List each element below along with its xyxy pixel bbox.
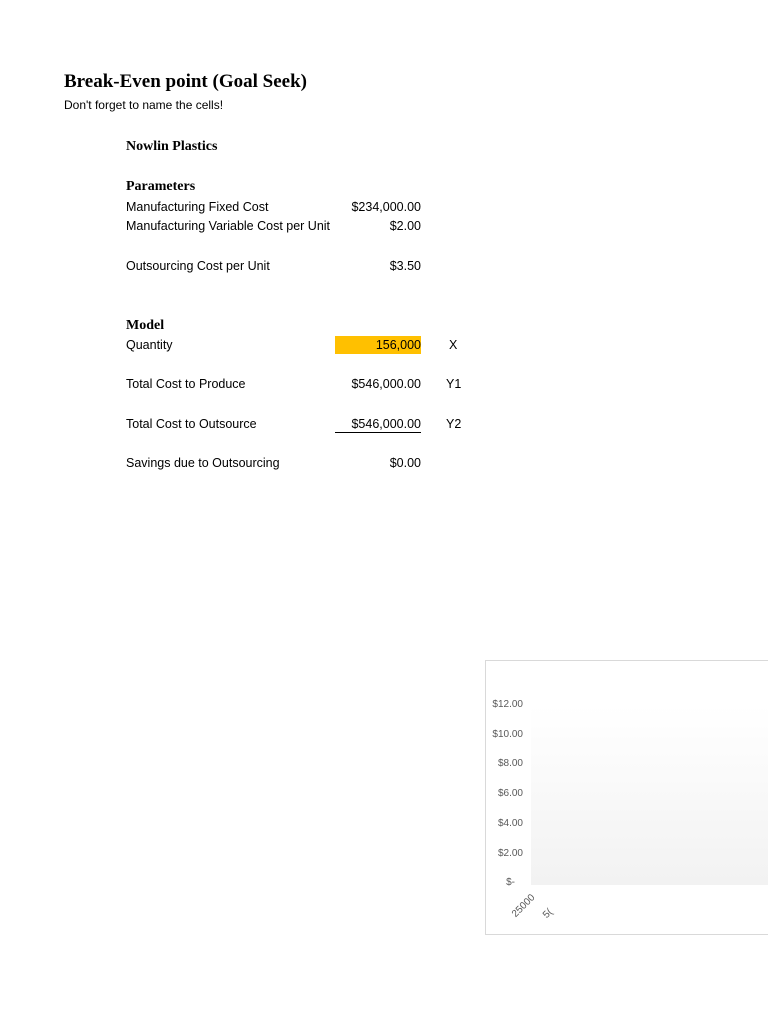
total-cost-produce-var-label: Y1 <box>446 377 462 391</box>
page-subtitle: Don't forget to name the cells! <box>64 98 224 112</box>
total-cost-outsource-cell[interactable]: $546,000.00 <box>335 417 421 433</box>
model-heading: Model <box>126 318 165 333</box>
total-cost-outsource-label: Total Cost to Outsource <box>126 417 257 431</box>
fixed-cost-label: Manufacturing Fixed Cost <box>126 200 269 214</box>
y-tick-label: $12.00 <box>492 699 523 710</box>
total-cost-produce-label: Total Cost to Produce <box>126 377 246 391</box>
quantity-var-label: X <box>449 338 458 352</box>
quantity-label: Quantity <box>126 338 173 352</box>
variable-cost-label: Manufacturing Variable Cost per Unit <box>126 219 331 233</box>
y-tick-label: $2.00 <box>497 848 523 859</box>
y-tick-label: $8.00 <box>497 758 523 769</box>
x-tick-label: 25000 <box>510 892 538 920</box>
savings-label: Savings due to Outsourcing <box>126 456 280 470</box>
y-tick-label: $4.00 <box>497 818 523 829</box>
fixed-cost-cell[interactable]: $234,000.00 <box>351 200 421 214</box>
parameters-heading: Parameters <box>126 179 196 194</box>
variable-cost-cell[interactable]: $2.00 <box>389 219 421 233</box>
x-tick-label: 5( <box>541 906 556 921</box>
total-cost-produce-cell[interactable]: $546,000.00 <box>351 377 421 391</box>
company-name: Nowlin Plastics <box>126 139 218 154</box>
y-tick-label: $10.00 <box>492 729 523 740</box>
chart-plot-area <box>531 705 768 885</box>
y-tick-label: $- <box>506 877 515 888</box>
outsourcing-cost-label: Outsourcing Cost per Unit <box>126 259 270 273</box>
outsourcing-cost-cell[interactable]: $3.50 <box>389 259 421 273</box>
quantity-cell[interactable]: 156,000 <box>335 336 421 354</box>
total-cost-outsource-var-label: Y2 <box>446 417 462 431</box>
page-title: Break-Even point (Goal Seek) <box>64 71 307 92</box>
y-tick-label: $6.00 <box>497 788 523 799</box>
savings-cell[interactable]: $0.00 <box>389 456 421 470</box>
